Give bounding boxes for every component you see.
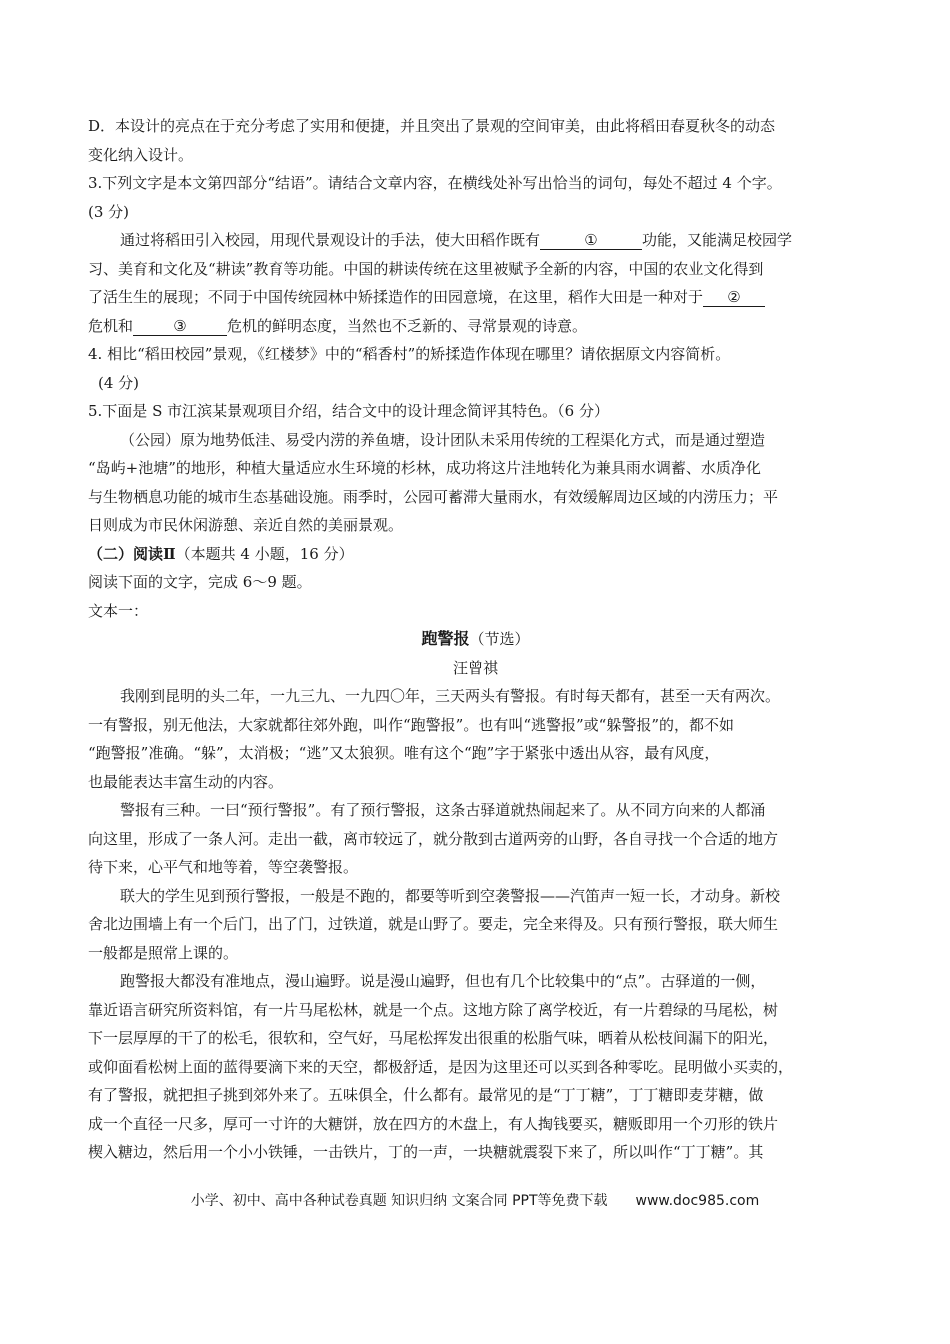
q5-material-line-3: 与生物栖息功能的城市生态基础设施。雨季时，公园可蓄滞大量雨水，有效缓解周边区域的内涝压力；平	[88, 487, 779, 506]
article-title: 跑警报	[421, 629, 470, 648]
answer-blank-2[interactable]: ②	[703, 288, 765, 307]
q3-score: (3 分)	[88, 202, 130, 221]
q3-text: 危机的鲜明态度，当然也不乏新的、寻常景观的诗意。	[227, 316, 588, 335]
q3-text: 了活生生的展现；不同于中国传统园林中矫揉造作的田园意境，在这里，稻作大田是一种对于	[88, 288, 704, 306]
q5-material-line-1: （公园）原为地势低洼、易受内涝的养鱼塘，设计团队未采用传统的工程渠化方式，而是通过塑造	[120, 430, 766, 449]
q3-paragraph-line-3	[88, 283, 863, 312]
article-line: 下一层厚厚的干了的松毛，很软和，空气好，马尾松挥发出很重的松脂气味，晒着从松枝间漏下的阳光，	[88, 1029, 779, 1047]
footer-text: 小学、初中、高中各种试卷真题 知识归纳 文案合同 PPT等免费下载	[190, 1193, 608, 1209]
article-line: 一有警报，别无他法，大家就都往郊外跑，叫作“跑警报”。也有叫“逃警报”或“躲警报”的，都不如	[88, 715, 735, 734]
q3-text: 通过将稻田引入校园，用现代景观设计的手法，使大田稻作既有	[120, 231, 541, 249]
article-line: 向这里，形成了一条人河。走出一截，离市较远了，就分散到古道两旁的山野，各自寻找一个合适的地方	[88, 829, 779, 848]
article-line: 我刚到昆明的头二年，一九三九、一九四〇年，三天两头有警报。有时每天都有，甚至一天有两次。	[120, 687, 781, 705]
article-line: 靠近语言研究所资料馆，有一片马尾松林，就是一个点。这地方除了离学校近，有一片碧绿的马尾松，树	[88, 1000, 779, 1019]
q3-text: 危机和	[88, 316, 134, 335]
section-instruction: 阅读下面的文字，完成 6～9 题。	[88, 573, 312, 591]
q5-material-line-2: “岛屿+池塘”的地形，种植大量适应水生环境的杉林，成功将这片洼地转化为兼具雨水调蓄、水质净化	[88, 459, 761, 477]
section-heading-title: （二）阅读Ⅱ	[88, 544, 176, 563]
article-line: “跑警报”准确。“躲”，太消极；“逃”又太狼狈。唯有这个“跑”字于紧张中透出从容，最有风度，	[88, 744, 720, 762]
footer-url-link[interactable]: www.doc985.com	[635, 1193, 760, 1209]
article-title-note: （节选）	[469, 630, 530, 648]
q3-paragraph-line-1	[88, 226, 863, 255]
option-d-line-1: D．本设计的亮点在于充分考虑了实用和便捷，并且突出了景观的空间审美，由此将稻田春夏秋冬的动态	[88, 117, 776, 135]
article-line: 一般都是照常上课的。	[88, 943, 239, 962]
article-line: 联大的学生见到预行警报，一般是不跑的，都要等听到空袭警报——汽笛声一短一长，才动身。新校	[120, 886, 781, 905]
q3-paragraph-line-2: 习、美育和文化及“耕读”教育等功能。中国的耕读传统在这里被赋予全新的内容，中国的农业文化得到	[88, 259, 764, 278]
q4-stem: 4. 相比“稻田校园”景观，《红楼梦》中的“稻香村”的矫揉造作体现在哪里？请依据原文内容简析。	[88, 345, 731, 363]
section-heading	[88, 540, 863, 569]
q3-paragraph-line-4	[88, 312, 863, 341]
article-line: 警报有三种。一曰“预行警报”。有了预行警报，这条古驿道就热闹起来了。从不同方向来的人都涌	[120, 801, 766, 819]
q3-stem: 3.下列文字是本文第四部分“结语”。请结合文章内容，在横线处补写出恰当的词句，每处不超过 4 个字。	[88, 174, 782, 192]
article-line: 楔入糖边，然后用一个小小铁锤，一击铁片，丁的一声，一块糖就震裂下来了，所以叫作“丁丁糖”。其	[88, 1143, 764, 1161]
article-line: 待下来，心平气和地等着，等空袭警报。	[88, 858, 359, 876]
article-line: 也最能表达丰富生动的内容。	[88, 772, 284, 791]
article-line: 有了警报，就把担子挑到郊外来了。五味俱全，什么都有。最常见的是“丁丁糖”，丁丁糖即麦芽糖，做	[88, 1086, 764, 1104]
text-label: 文本一：	[88, 601, 149, 620]
page-footer	[0, 1190, 950, 1210]
q5-stem: 5.下面是 S 市江滨某景观项目介绍，结合文中的设计理念简评其特色。（6 分）	[88, 402, 609, 420]
article-line: 或仰面看松树上面的蓝得要滴下来的天空，都极舒适，是因为这里还可以买到各种零吃。昆明做小买卖的，	[88, 1057, 794, 1076]
q4-score: (4 分)	[98, 373, 140, 392]
q5-material-line-4: 日则成为市民休闲游憩、亲近自然的美丽景观。	[88, 516, 404, 534]
section-heading-note: （本题共 4 小题，16 分）	[175, 544, 354, 563]
answer-blank-1[interactable]: ①	[540, 231, 642, 250]
article-line: 成一个直径一尺多，厚可一寸许的大糖饼，放在四方的木盘上，有人掏钱要买，糖贩即用一个刃形的铁片	[88, 1114, 779, 1133]
article-author: 汪曾祺	[452, 658, 498, 677]
article-title-row	[88, 625, 863, 654]
document-page	[88, 112, 863, 1167]
article-line: 舍北边围墙上有一个后门，出了门，过铁道，就是山野了。要走，完全来得及。只有预行警报，联大师生	[88, 915, 779, 933]
q3-text: 功能，又能满足校园学	[642, 231, 793, 249]
option-d-line-2: 变化纳入设计。	[88, 145, 194, 164]
answer-blank-3[interactable]: ③	[133, 317, 227, 336]
article-line: 跑警报大都没有准地点，漫山遍野。说是漫山遍野，但也有几个比较集中的“点”。古驿道的一侧，	[120, 972, 766, 990]
